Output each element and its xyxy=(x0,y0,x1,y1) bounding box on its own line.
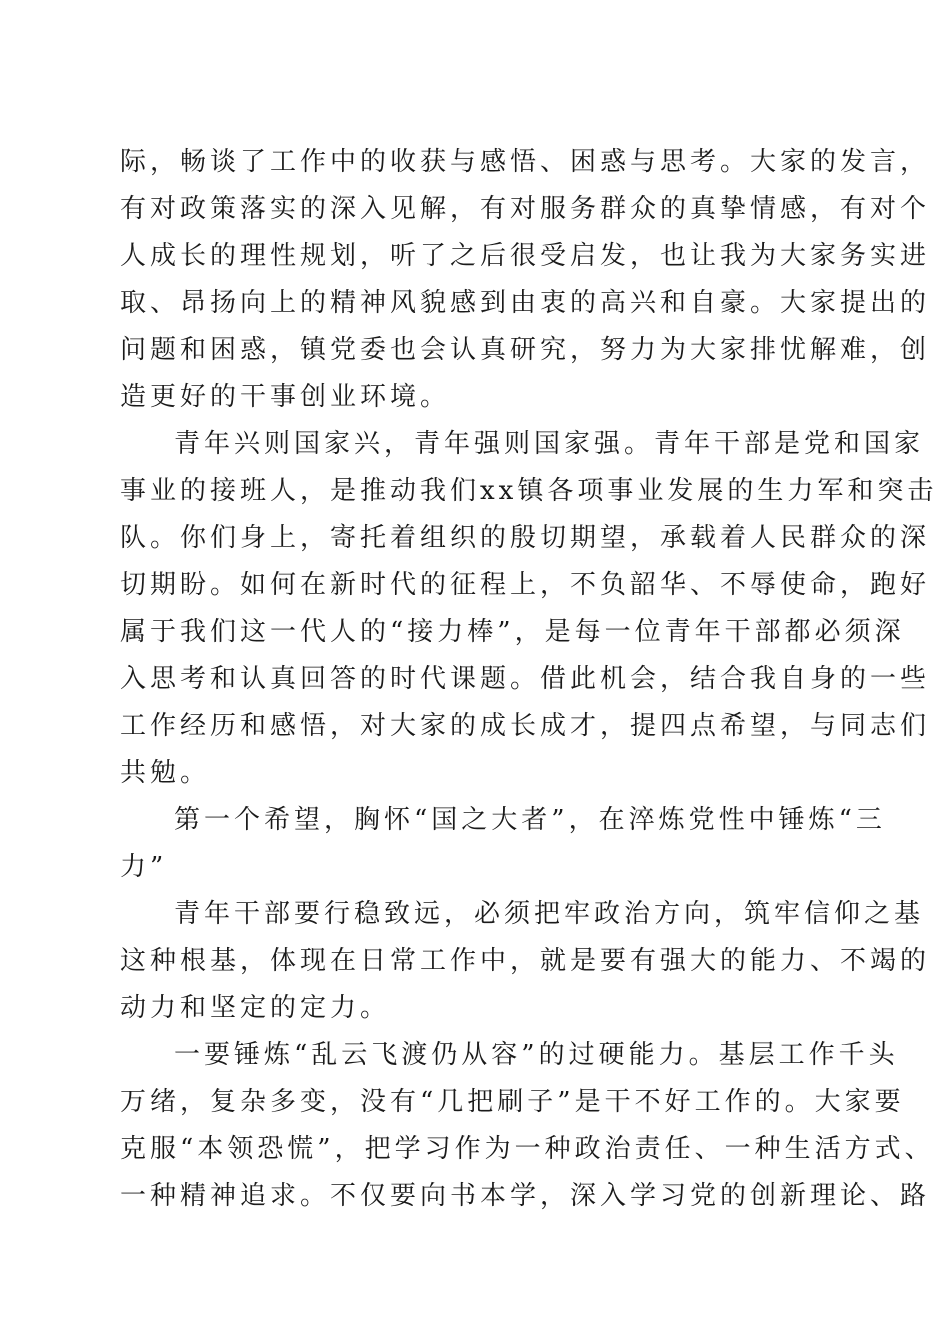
text-line: 克服“本领恐慌”，把学习作为一种政治责任、一种生活方式、 xyxy=(120,1134,935,1164)
section-heading-line: 力” xyxy=(120,852,168,882)
text-line: 这种根基，体现在日常工作中，就是要有强大的能力、不竭的 xyxy=(120,946,931,976)
text-line: 取、昂扬向上的精神风貌感到由衷的高兴和自豪。大家提出的 xyxy=(120,288,931,318)
text-line: 动力和坚定的定力。 xyxy=(120,993,391,1023)
text-line: 属于我们这一代人的“接力棒”，是每一位青年干部都必须深 xyxy=(120,617,905,647)
text-line: 际，畅谈了工作中的收获与感悟、困惑与思考。大家的发言， xyxy=(120,147,931,177)
text-line: 队。你们身上，寄托着组织的殷切期望，承载着人民群众的深 xyxy=(120,523,931,553)
section-heading-line: 第一个希望，胸怀“国之大者”，在淬炼党性中锤炼“三 xyxy=(174,805,886,835)
document-body xyxy=(120,139,938,1220)
text-line: 青年干部要行稳致远，必须把牢政治方向，筑牢信仰之基 xyxy=(174,899,925,929)
text-line: 造更好的干事创业环境。 xyxy=(120,382,451,412)
text-line: 工作经历和感悟，对大家的成长成才，提四点希望，与同志们 xyxy=(120,711,931,741)
text-line: 入思考和认真回答的时代课题。借此机会，结合我自身的一些 xyxy=(120,664,931,694)
text-line: 青年兴则国家兴，青年强则国家强。青年干部是党和国家 xyxy=(174,429,925,459)
text-line: 一要锤炼“乱云飞渡仍从容”的过硬能力。基层工作千头 xyxy=(174,1040,899,1070)
text-line: 一种精神追求。不仅要向书本学，深入学习党的创新理论、路 xyxy=(120,1181,931,1211)
text-line: 切期盼。如何在新时代的征程上，不负韶华、不辱使命，跑好 xyxy=(120,570,931,600)
text-line: 有对政策落实的深入见解，有对服务群众的真挚情感，有对个 xyxy=(120,194,931,224)
text-line: 共勉。 xyxy=(120,758,211,788)
text-line: 问题和困惑，镇党委也会认真研究，努力为大家排忧解难，创 xyxy=(120,335,931,365)
text-line: 人成长的理性规划，听了之后很受启发，也让我为大家务实进 xyxy=(120,241,931,271)
text-line: 万绪，复杂多变，没有“几把刷子”是干不好工作的。大家要 xyxy=(120,1087,905,1117)
text-line: 事业的接班人，是推动我们xx镇各项事业发展的生力军和突击 xyxy=(120,476,938,506)
